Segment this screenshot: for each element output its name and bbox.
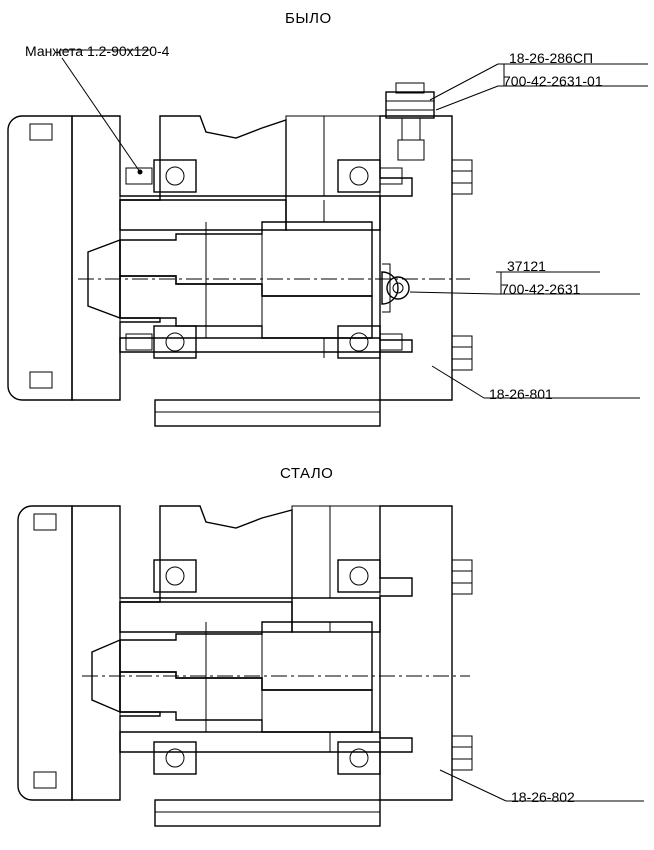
assembly-before xyxy=(8,50,648,426)
label-part-37121: 37121 xyxy=(507,258,546,274)
label-assembly-18-26-286sp: 18-26-286СП xyxy=(509,50,593,66)
label-part-18-26-802: 18-26-802 xyxy=(511,789,575,805)
label-part-700-42-2631: 700-42-2631 xyxy=(501,281,581,297)
label-seal-spec: Манжета 1.2-90х120-4 xyxy=(25,43,170,59)
assembly-after xyxy=(18,506,644,826)
label-part-18-26-801: 18-26-801 xyxy=(489,386,553,402)
section-title-after: СТАЛО xyxy=(280,465,334,482)
section-title-before: БЫЛО xyxy=(285,10,332,27)
label-part-700-42-2631-01: 700-42-2631-01 xyxy=(503,73,603,89)
